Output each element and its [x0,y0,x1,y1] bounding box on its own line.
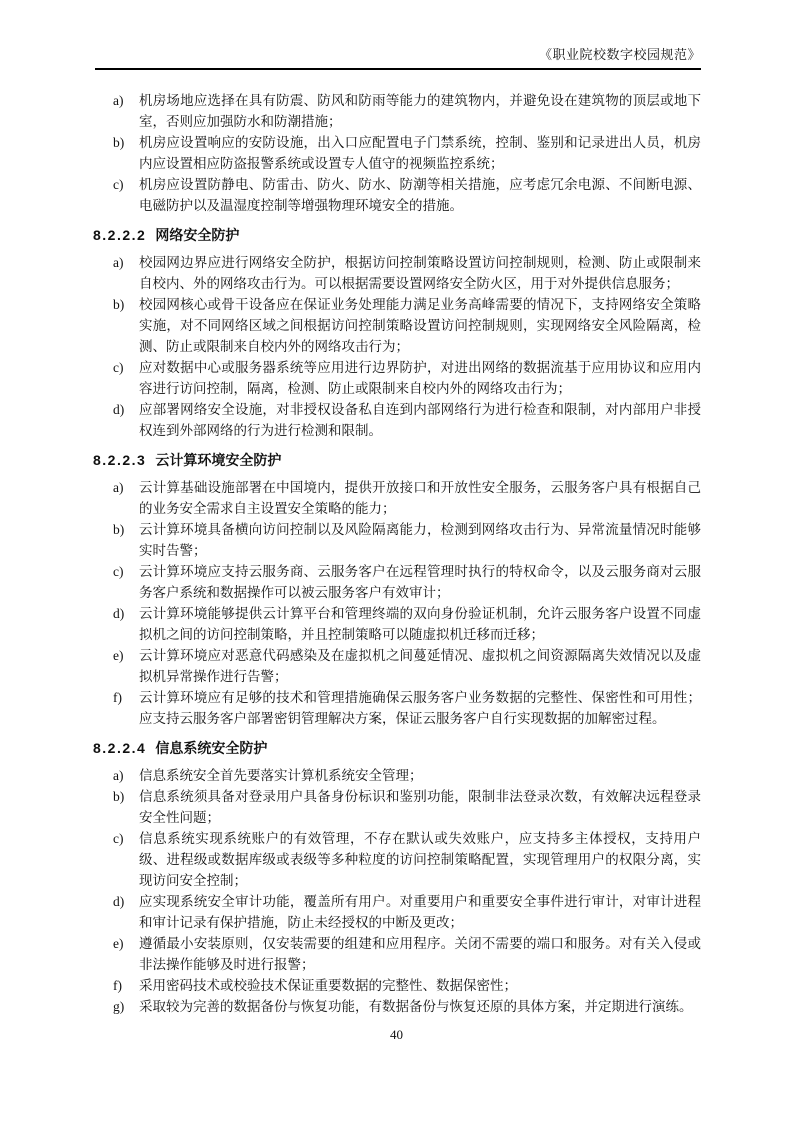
list-item [113,603,701,645]
item-label: c) [113,360,124,375]
item-text: 校园网边界应进行网络安全防护，根据访问控制策略设置访问控制规则，检测、防止或限制来自校内、外的网络攻击行为。可以根据需要设置网络安全防火区，用于对外提供信息服务； [139,255,701,291]
section-item-list [113,252,701,441]
item-text: 机房应设置响应的安防设施，出入口应配置电子门禁系统，控制、鉴别和记录进出人员，机房内应设置相应防盗报警系统或设置专人值守的视频监控系统； [139,135,701,171]
page-number: 40 [390,1027,403,1042]
item-label: a) [113,768,124,783]
list-item [113,786,701,828]
list-item [113,975,701,996]
item-text: 信息系统须具备对登录用户具备身份标识和鉴别功能，限制非法登录次数，有效解决远程登录安全性问题； [139,789,701,825]
item-text: 应实现系统安全审计功能，覆盖所有用户。对重要用户和重要安全事件进行审计，对审计进程和审计记录有保护措施，防止未经授权的中断及更改； [139,894,701,930]
section-title: 网络安全防护 [155,227,240,243]
list-item [113,252,701,294]
item-text: 应部署网络安全设施，对非授权设备私自连到内部网络行为进行检查和限制，对内部用户非授权连到外部网络的行为进行检测和限制。 [139,402,701,438]
section-heading [93,738,701,759]
section-heading [93,225,701,246]
list-item [113,294,701,357]
section-title: 云计算环境安全防护 [155,452,282,468]
section-number: 8.2.2.2 [93,227,147,243]
item-text: 应对数据中心或服务器系统等应用进行边界防护，对进出网络的数据流基于应用协议和应用内容进行访问控制，隔离，检测、防止或限制来自校内外的网络攻击行为； [139,360,701,396]
item-label: b) [113,135,125,150]
list-item [113,561,701,603]
item-text: 云计算环境应支持云服务商、云服务客户在远程管理时执行的特权命令，以及云服务商对云服务客户系统和数据操作可以被云服务客户有效审计； [139,564,701,600]
item-label: f) [113,978,122,993]
section-heading [93,450,701,471]
item-text: 机房应设置防静电、防雷击、防火、防水、防潮等相关措施，应考虑冗余电源、不间断电源、电磁防护以及温湿度控制等增强物理环境安全的措施。 [139,177,701,213]
item-text: 云计算环境能够提供云计算平台和管理终端的双向身份验证机制，允许云服务客户设置不同虚拟机之间的访问控制策略，并且控制策略可以随虚拟机迁移而迁移； [139,606,701,642]
item-text: 信息系统安全首先要落实计算机系统安全管理； [139,768,423,783]
item-label: d) [113,894,125,909]
item-label: d) [113,606,125,621]
section-number: 8.2.2.3 [93,452,147,468]
item-text: 信息系统实现系统账户的有效管理，不存在默认或失效账户，应支持多主体授权，支持用户级、进程级或数据库级或表级等多种粒度的访问控制策略配置，实现管理用户的权限分离，实现访问安全控制； [139,831,701,888]
leading-item-list [113,90,701,216]
list-item [113,132,701,174]
document-body [93,90,701,1017]
item-text: 校园网核心或骨干设备应在保证业务处理能力满足业务高峰需要的情况下，支持网络安全策略实施，对不同网络区域之间根据访问控制策略设置访问控制规则，实现网络安全风险隔离，检测、防止或限制来自校内外的网络攻击行为； [139,297,701,354]
section-network-security [93,225,701,441]
item-label: e) [113,936,124,951]
item-text: 云计算基础设施部署在中国境内，提供开放接口和开放性安全服务，云服务客户具有根据自己的业务安全需求自主设置安全策略的能力； [139,480,701,516]
section-item-list [113,765,701,1017]
item-label: d) [113,402,125,417]
item-label: g) [113,999,125,1014]
item-text: 采用密码技术或校验技术保证重要数据的完整性、数据保密性； [139,978,517,993]
list-item [113,891,701,933]
item-text: 机房场地应选择在具有防震、防风和防雨等能力的建筑物内，并避免设在建筑物的顶层或地下室，否则应加强防水和防潮措施； [139,93,701,129]
list-item [113,687,701,729]
section-item-list [113,477,701,729]
item-label: b) [113,789,125,804]
item-label: c) [113,831,124,846]
list-item [113,357,701,399]
section-cloud-security [93,450,701,729]
list-item [113,828,701,891]
page-header [95,46,701,70]
item-label: b) [113,297,125,312]
item-label: c) [113,177,124,192]
item-label: f) [113,690,122,705]
list-item [113,519,701,561]
item-label: c) [113,564,124,579]
section-number: 8.2.2.4 [93,740,147,756]
item-label: b) [113,522,125,537]
list-item [113,477,701,519]
item-label: a) [113,480,124,495]
item-label: a) [113,255,124,270]
list-item [113,933,701,975]
list-item [113,174,701,216]
running-head-title: 《职业院校数字校园规范》 [538,47,701,62]
list-item [113,645,701,687]
section-title: 信息系统安全防护 [155,740,268,756]
item-text: 云计算环境应有足够的技术和管理措施确保云服务客户业务数据的完整性、保密性和可用性；应支持云服务客户部署密钥管理解决方案，保证云服务客户自行实现数据的加解密过程。 [139,690,701,726]
item-label: e) [113,648,124,663]
list-item [113,765,701,786]
item-text: 遵循最小安装原则，仅安装需要的组建和应用程序。关闭不需要的端口和服务。对有关入侵或非法操作能够及时进行报警； [139,936,701,972]
list-item [113,996,701,1017]
item-text: 云计算环境具备横向访问控制以及风险隔离能力，检测到网络攻击行为、异常流量情况时能够实时告警； [139,522,701,558]
page-footer [0,1024,793,1045]
section-infosystem-security [93,738,701,1017]
item-text: 云计算环境应对恶意代码感染及在虚拟机之间蔓延情况、虚拟机之间资源隔离失效情况以及虚拟机异常操作进行告警； [139,648,701,684]
list-item [113,399,701,441]
list-item [113,90,701,132]
item-label: a) [113,93,124,108]
item-text: 采取较为完善的数据备份与恢复功能，有数据备份与恢复还原的具体方案，并定期进行演练。 [139,999,693,1014]
